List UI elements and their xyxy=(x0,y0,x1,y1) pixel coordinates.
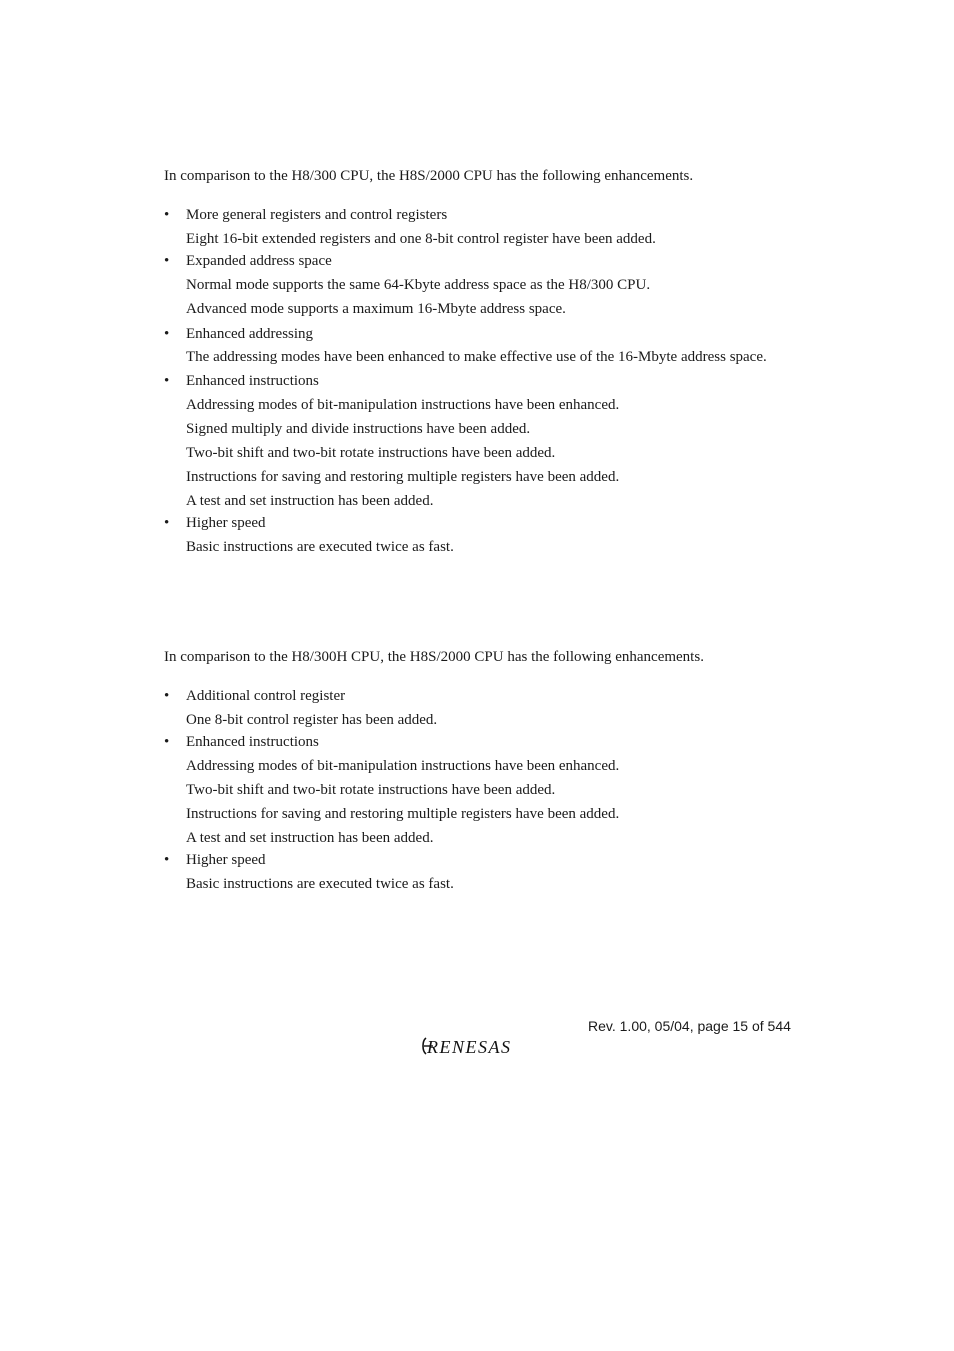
item-title: Expanded address space xyxy=(186,253,332,269)
item-detail: Normal mode supports the same 64-Kbyte address space as the H8/300 CPU. xyxy=(186,277,651,293)
list-item xyxy=(164,849,774,895)
bullet-icon: • xyxy=(164,207,170,223)
logo-text: RENESAS xyxy=(427,1037,512,1057)
page-reference: Rev. 1.00, 05/04, page 15 of 544 xyxy=(588,1018,791,1034)
renesas-logo-icon xyxy=(421,1035,543,1057)
item-detail: Basic instructions are executed twice as fast. xyxy=(186,539,454,555)
item-detail: Addressing modes of bit-manipulation instructions have been enhanced. xyxy=(186,397,620,413)
list-item xyxy=(164,370,774,512)
section-h8-300h-comparison xyxy=(164,648,774,895)
item-detail: One 8-bit control register has been added. xyxy=(186,712,438,728)
item-title: Higher speed xyxy=(186,515,266,531)
bullet-icon: • xyxy=(164,734,170,750)
bullet-icon: • xyxy=(164,688,170,704)
item-detail: A test and set instruction has been added. xyxy=(186,830,434,846)
item-title: Additional control register xyxy=(186,688,346,704)
section-intro: In comparison to the H8/300 CPU, the H8S/2000 CPU has the following enhancements. xyxy=(164,168,694,184)
item-detail: Two-bit shift and two-bit rotate instructions have been added. xyxy=(186,782,556,798)
item-detail: Signed multiply and divide instructions have been added. xyxy=(186,421,531,437)
item-title: Enhanced instructions xyxy=(186,734,319,750)
bullet-icon: • xyxy=(164,515,170,531)
bullet-icon: • xyxy=(164,373,170,389)
item-title: Enhanced instructions xyxy=(186,373,319,389)
section-intro: In comparison to the H8/300H CPU, the H8S/2000 CPU has the following enhancements. xyxy=(164,649,704,665)
item-title: More general registers and control registers xyxy=(186,207,448,223)
list-item xyxy=(164,323,774,368)
list-item xyxy=(164,204,774,250)
list-item xyxy=(164,731,774,849)
bullet-icon: • xyxy=(164,326,170,342)
item-title: Higher speed xyxy=(186,852,266,868)
item-title: Enhanced addressing xyxy=(186,326,314,342)
bullet-icon: • xyxy=(164,253,170,269)
item-detail: Addressing modes of bit-manipulation instructions have been enhanced. xyxy=(186,758,620,774)
section-h8-300-comparison xyxy=(164,167,774,558)
enhancement-list xyxy=(164,204,774,558)
item-detail: Advanced mode supports a maximum 16-Mbyte address space. xyxy=(186,301,566,317)
item-detail: The addressing modes have been enhanced to make effective use of the 16-Mbyte address space. xyxy=(186,349,767,365)
enhancement-list xyxy=(164,685,774,895)
list-item xyxy=(164,250,774,320)
item-detail: A test and set instruction has been added. xyxy=(186,493,434,509)
list-item xyxy=(164,685,774,731)
list-item xyxy=(164,512,774,558)
item-detail: Eight 16-bit extended registers and one 8-bit control register have been added. xyxy=(186,231,656,247)
item-detail: Instructions for saving and restoring multiple registers have been added. xyxy=(186,806,620,822)
item-detail: Instructions for saving and restoring multiple registers have been added. xyxy=(186,469,620,485)
item-detail: Basic instructions are executed twice as fast. xyxy=(186,876,454,892)
item-detail: Two-bit shift and two-bit rotate instructions have been added. xyxy=(186,445,556,461)
bullet-icon: • xyxy=(164,852,170,868)
